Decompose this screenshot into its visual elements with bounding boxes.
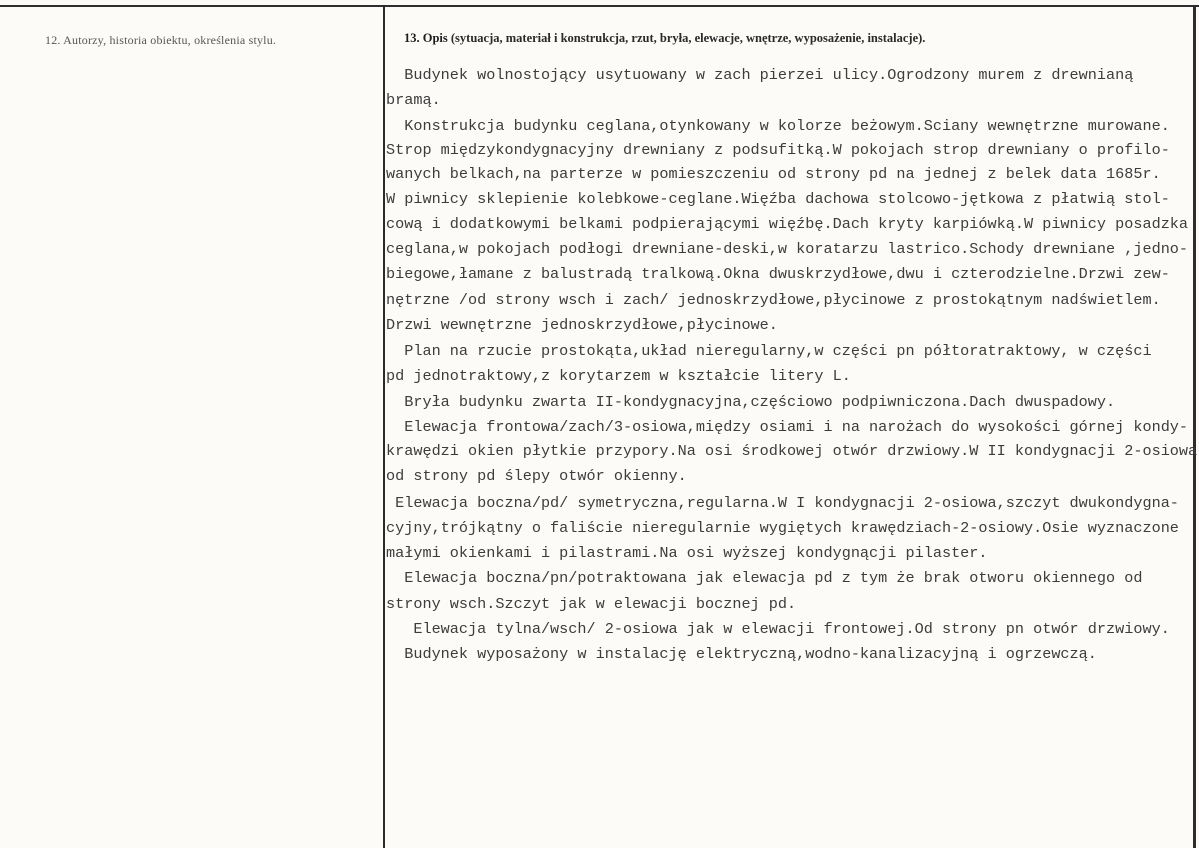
section-12-heading: 12. Autorzy, historia obiektu, określenia stylu. [45, 33, 277, 47]
description-line: Strop międzykondygnacyjny drewniany z podsufitką.W pokojach strop drewniany o profilo- [386, 141, 1170, 159]
description-line: małymi okienkami i pilastrami.Na osi wyższej kondygnącji pilaster. [386, 544, 988, 562]
description-line: nętrzne /od strony wsch i zach/ jednoskrzydłowe,płycinowe z prostokątnym nadświetlem. [386, 291, 1161, 309]
description-line: strony wsch.Szczyt jak w elewacji bocznej pd. [386, 595, 797, 613]
description-line: Elewacja frontowa/zach/3-osiowa,między osiami i na narożach do wysokości górnej kondy- [386, 418, 1189, 436]
description-line: Elewacja tylna/wsch/ 2-osiowa jak w elewacji frontowej.Od strony pn otwór drzwiowy. [386, 620, 1170, 638]
description-line: cową i dodatkowymi belkami podpierającymi więźbę.Dach kryty karpiówką.W piwnicy posadzka [386, 215, 1189, 233]
right-border-rule [1193, 5, 1196, 848]
column-divider [383, 5, 385, 848]
description-line: cyjny,trójkątny o faliście nieregularnie wygiętych krawędziach-2-osiowy.Osie wyznaczone [386, 519, 1179, 537]
description-line: ceglana,w pokojach podłogi drewniane-deski,w koratarzu lastrico.Schody drewniane ,jedno- [386, 240, 1189, 258]
description-line: Budynek wyposażony w instalację elektryczną,wodno-kanalizacyjną i ogrzewczą. [386, 645, 1097, 663]
section-13-scope: (sytuacja, materiał i konstrukcja, rzut, bryła, elewacje, wnętrze, wyposażenie, instalacje). [450, 31, 926, 45]
description-line: wanych belkach,na parterze w pomieszczeniu od strony pd na jednej z belek data 1685r. [386, 165, 1161, 183]
description-line: Elewacja boczna/pd/ symetryczna,regularna.W I kondygnacji 2-osiowa,szczyt dwukondygna- [386, 494, 1179, 512]
description-line: krawędzi okien płytkie przypory.Na osi środkowej otwór drzwiowy.W II kondygnacji 2-osiowa [386, 442, 1198, 460]
description-line: Budynek wolnostojący usytuowany w zach pierzei ulicy.Ogrodzony murem z drewnianą [386, 66, 1134, 84]
description-line: pd jednotraktowy,z korytarzem w kształcie litery L. [386, 367, 851, 385]
description-line: bramą. [386, 91, 441, 109]
description-line: Plan na rzucie prostokąta,układ nieregularny,w części pn półtoratraktowy, w części [386, 342, 1152, 360]
description-line: Elewacja boczna/pn/potraktowana jak elewacja pd z tym że brak otworu okiennego od [386, 569, 1143, 587]
top-border-rule [0, 5, 1199, 7]
description-line: Drzwi wewnętrzne jednoskrzydłowe,płycinowe. [386, 316, 778, 334]
description-line: Konstrukcja budynku ceglana,otynkowany w kolorze beżowym.Sciany wewnętrzne murowane. [386, 117, 1170, 135]
description-line: biegowe,łamane z balustradą tralkową.Okna dwuskrzydłowe,dwu i czterodzielne.Drzwi zew- [386, 265, 1170, 283]
description-line: Bryła budynku zwarta II-kondygnacyjna,częściowo podpiwniczona.Dach dwuspadowy. [386, 393, 1116, 411]
section-13-heading [404, 31, 1184, 46]
description-line: od strony pd ślepy otwór okienny. [386, 467, 687, 485]
section-13-number: 13. Opis [404, 31, 448, 45]
description-line: W piwnicy sklepienie kolebkowe-ceglane.Więźba dachowa stolcowo-jętkowa z płatwią stol- [386, 190, 1170, 208]
